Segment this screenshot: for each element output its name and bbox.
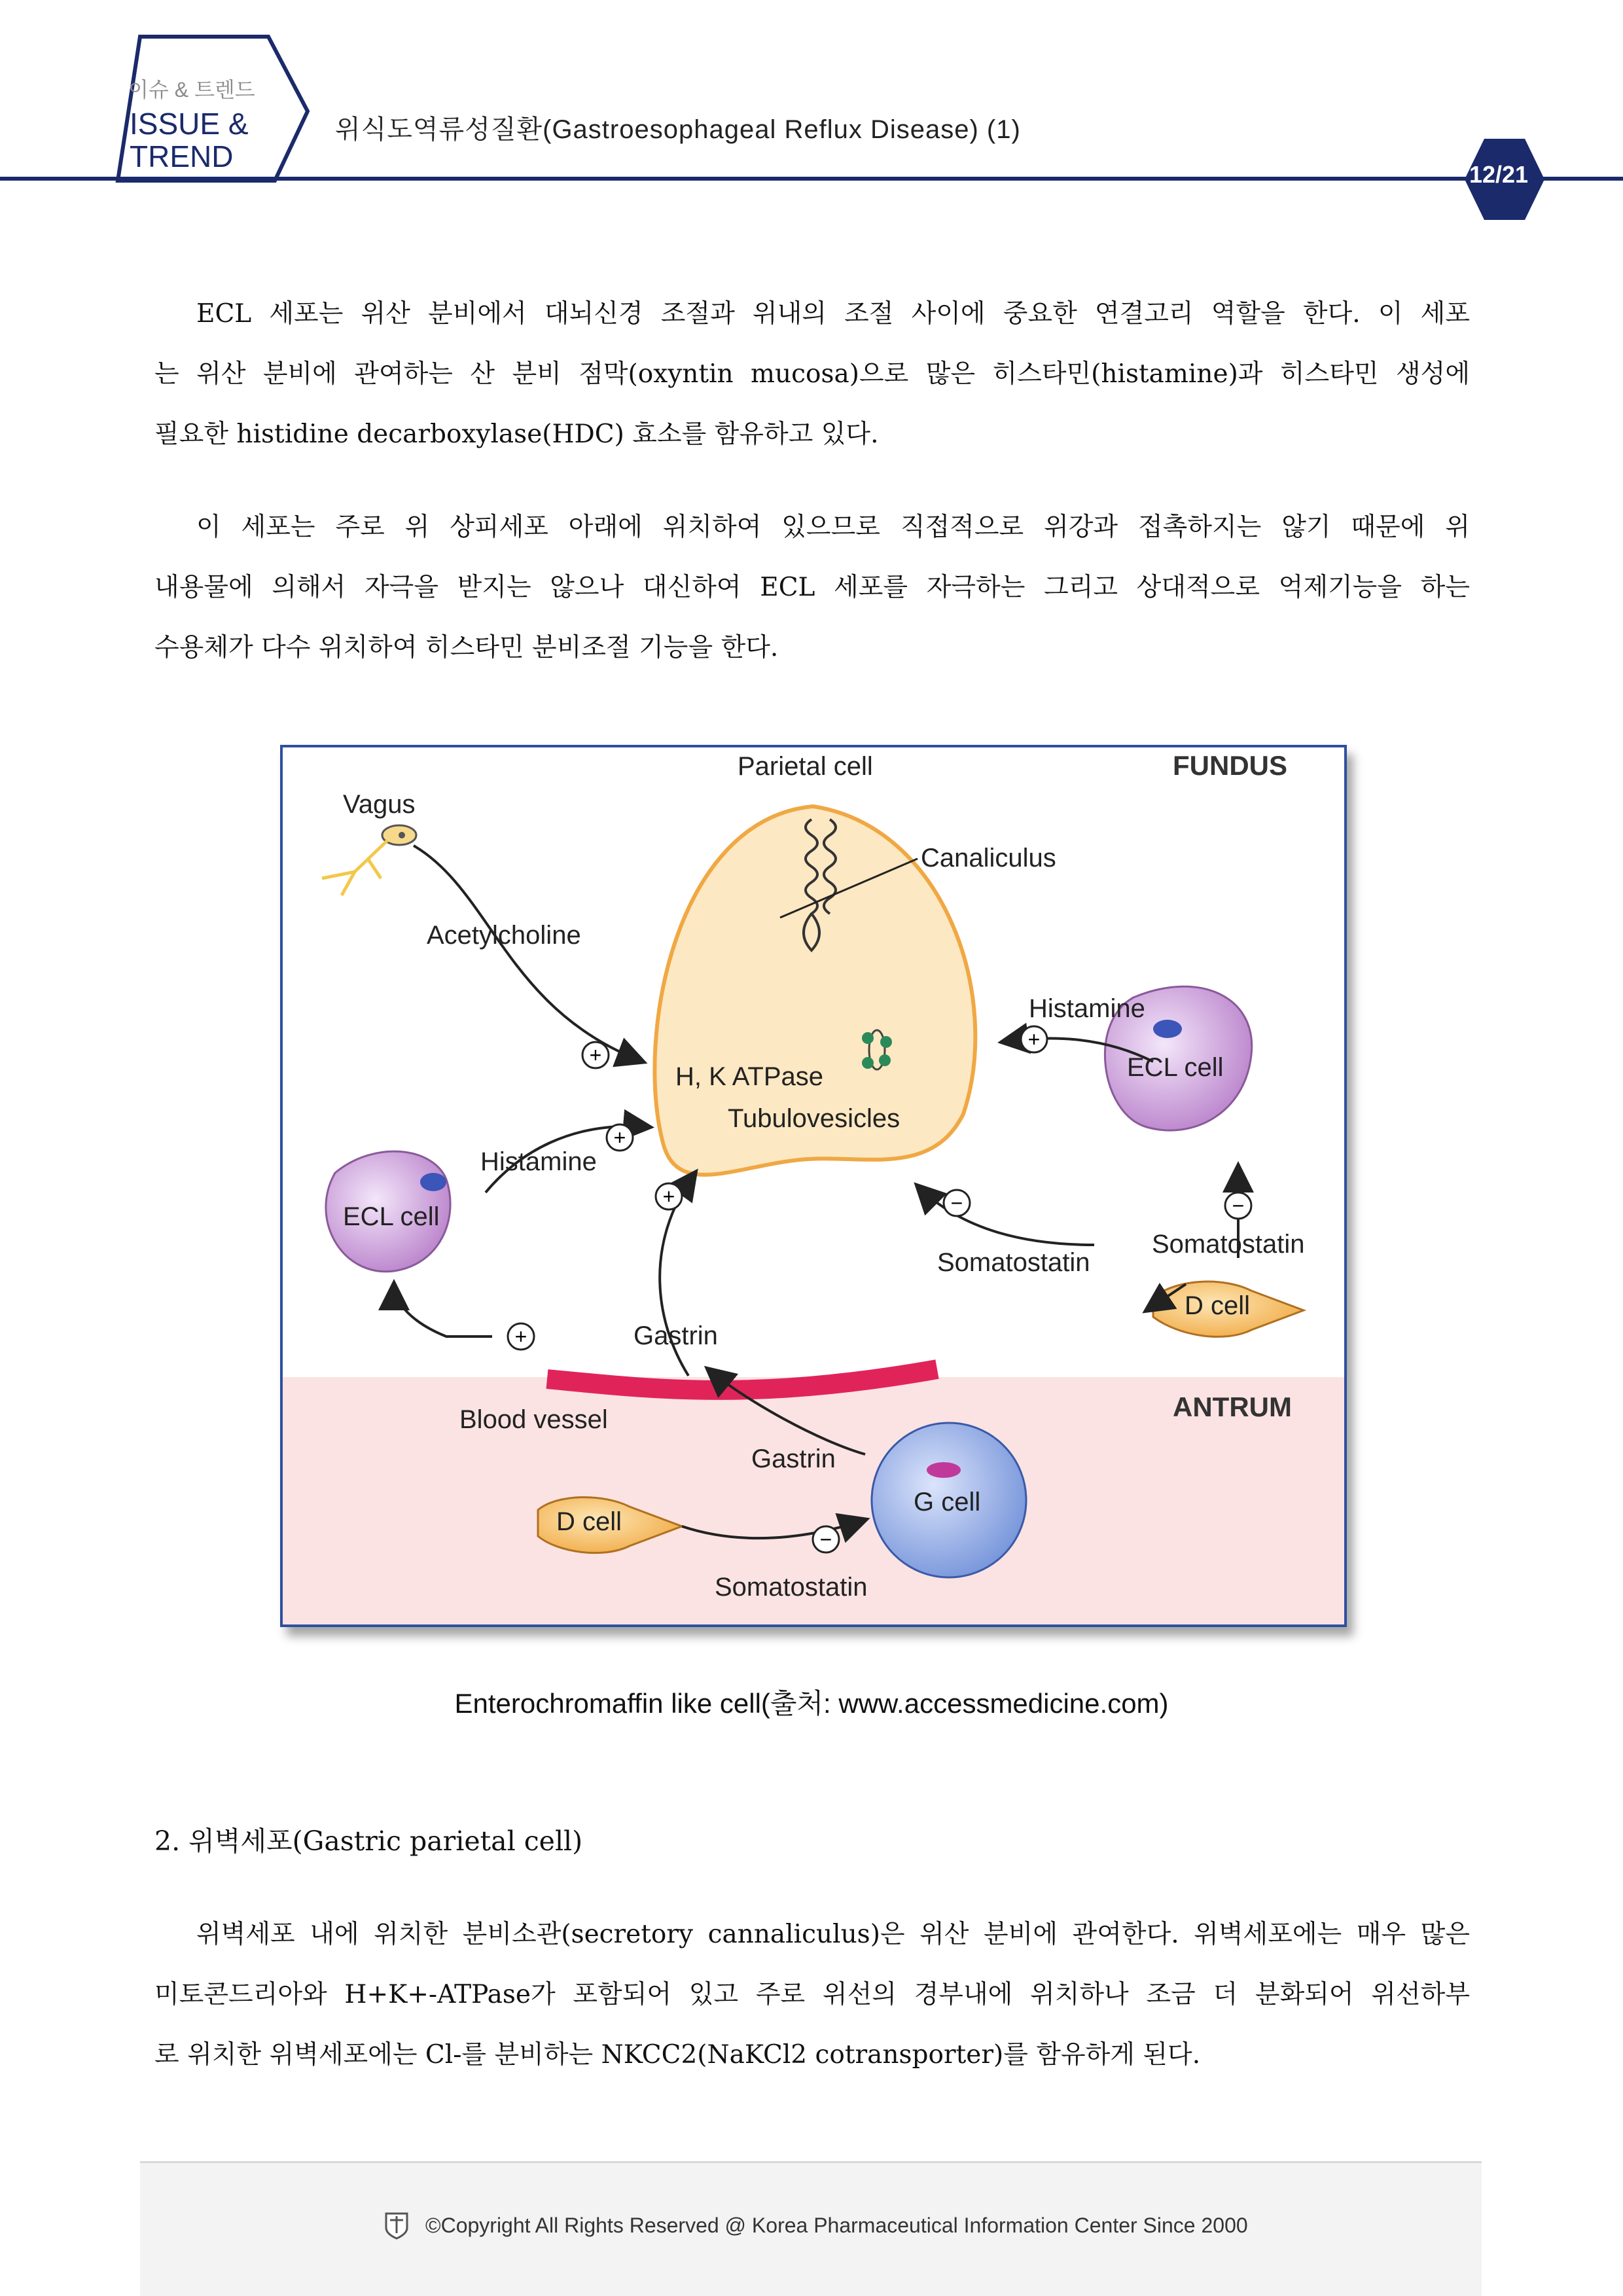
para1-line-2: 는 위산 분비에 관여하는 산 분비 점막(oxyntin mucosa)으로 많은 히스타민(histamine)과 히스타민 생성에: [154, 359, 1470, 389]
kpic-logo-icon: [383, 2211, 410, 2240]
section-2-heading: 2. 위벽세포(Gastric parietal cell): [154, 1825, 583, 1857]
footer-rule: [140, 2161, 1482, 2163]
header-title: 위식도역류성질환(Gastroesophageal Reflux Disease) (1): [335, 115, 1021, 144]
para2-line-3: 수용체가 다수 위치하여 히스타민 분비조절 기능을 한다.: [154, 633, 779, 662]
svg-text:+: +: [613, 1126, 626, 1149]
svg-text:+: +: [1027, 1028, 1041, 1051]
label-parietal-cell: Parietal cell: [738, 752, 873, 781]
label-canaliculus: Canaliculus: [921, 844, 1056, 872]
badge-trend-text: TREND: [130, 139, 234, 173]
ecl-right-nucleus: [1153, 1020, 1182, 1038]
svg-text:−: −: [950, 1191, 963, 1215]
label-tubulovesicles: Tubulovesicles: [728, 1104, 901, 1133]
svg-text:−: −: [1232, 1194, 1245, 1217]
label-d-cell-left: D cell: [556, 1507, 622, 1536]
label-ecl-cell-left: ECL cell: [343, 1202, 440, 1231]
para2-line-2: 내용물에 의해서 자극을 받지는 않으나 대신하여 ECL 세포를 자극하는 그리고 상대적으로 억제기능을 하는: [154, 573, 1470, 602]
figure-caption: Enterochromaffin like cell(출처: www.accessmedicine.com): [454, 1688, 1169, 1719]
svg-text:+: +: [662, 1185, 675, 1208]
section-2-paragraph: [154, 1905, 1470, 2085]
ecl-cell-diagram: [280, 745, 1347, 1627]
label-gastrin-upper: Gastrin: [633, 1321, 718, 1350]
label-gastrin-lower: Gastrin: [751, 1444, 836, 1473]
label-ecl-cell-right: ECL cell: [1127, 1053, 1224, 1082]
sec2-line-1: 위벽세포 내에 위치한 분비소관(secretory cannaliculus)은 위산 분비에 관여한다. 위벽세포에는 매우 많은: [196, 1920, 1470, 1949]
para1-line-3: 필요한 histidine decarboxylase(HDC) 효소를 함유하고 있다.: [154, 420, 879, 449]
label-antrum: ANTRUM: [1173, 1391, 1292, 1422]
sec2-line-3: 로 위치한 위벽세포에는 Cl-를 분비하는 NKCC2(NaKCl2 cotransporter)를 함유하게 된다.: [154, 2040, 1201, 2070]
label-hk-atpase: H, K ATPase: [675, 1062, 824, 1091]
label-somatostatin-mid: Somatostatin: [937, 1248, 1090, 1277]
label-histamine-right: Histamine: [1029, 994, 1145, 1023]
page-number: 12/21: [1469, 161, 1529, 188]
svg-text:−: −: [819, 1528, 832, 1551]
svg-text:+: +: [589, 1043, 602, 1067]
svg-text:+: +: [514, 1325, 527, 1348]
badge-small-text: 이슈 & 트렌드: [128, 78, 255, 101]
label-acetylcholine: Acetylcholine: [427, 921, 581, 950]
sec2-line-2: 미토콘드리아와 H+K+-ATPase가 포함되어 있고 주로 위선의 경부내에 위치하나 조금 더 분화되어 위선하부: [154, 1980, 1470, 2009]
g-cell-nucleus: [927, 1462, 961, 1478]
label-somatostatin-right: Somatostatin: [1152, 1230, 1305, 1259]
label-blood-vessel: Blood vessel: [459, 1405, 608, 1434]
header-rule: [0, 177, 1623, 181]
paragraph-1: [154, 284, 1470, 465]
para1-line-1: ECL 세포는 위산 분비에서 대뇌신경 조절과 위내의 조절 사이에 중요한 연결고리 역할을 한다. 이 세포: [196, 299, 1470, 329]
badge-issue-text: ISSUE &: [130, 107, 249, 141]
label-somatostatin-bottom: Somatostatin: [715, 1573, 868, 1602]
para2-line-1: 이 세포는 주로 위 상피세포 아래에 위치하여 있으므로 직접적으로 위강과 접촉하지는 않기 때문에 위: [196, 512, 1470, 542]
ecl-left-nucleus: [420, 1173, 446, 1191]
footer-copyright: ©Copyright All Rights Reserved @ Korea Pharmaceutical Information Center Since 2000: [425, 2214, 1248, 2237]
label-d-cell-right: D cell: [1185, 1291, 1251, 1320]
label-fundus: FUNDUS: [1173, 750, 1287, 781]
label-histamine-left: Histamine: [480, 1147, 597, 1176]
label-g-cell: G cell: [914, 1488, 981, 1516]
label-vagus: Vagus: [343, 790, 416, 819]
paragraph-2: [154, 497, 1470, 678]
